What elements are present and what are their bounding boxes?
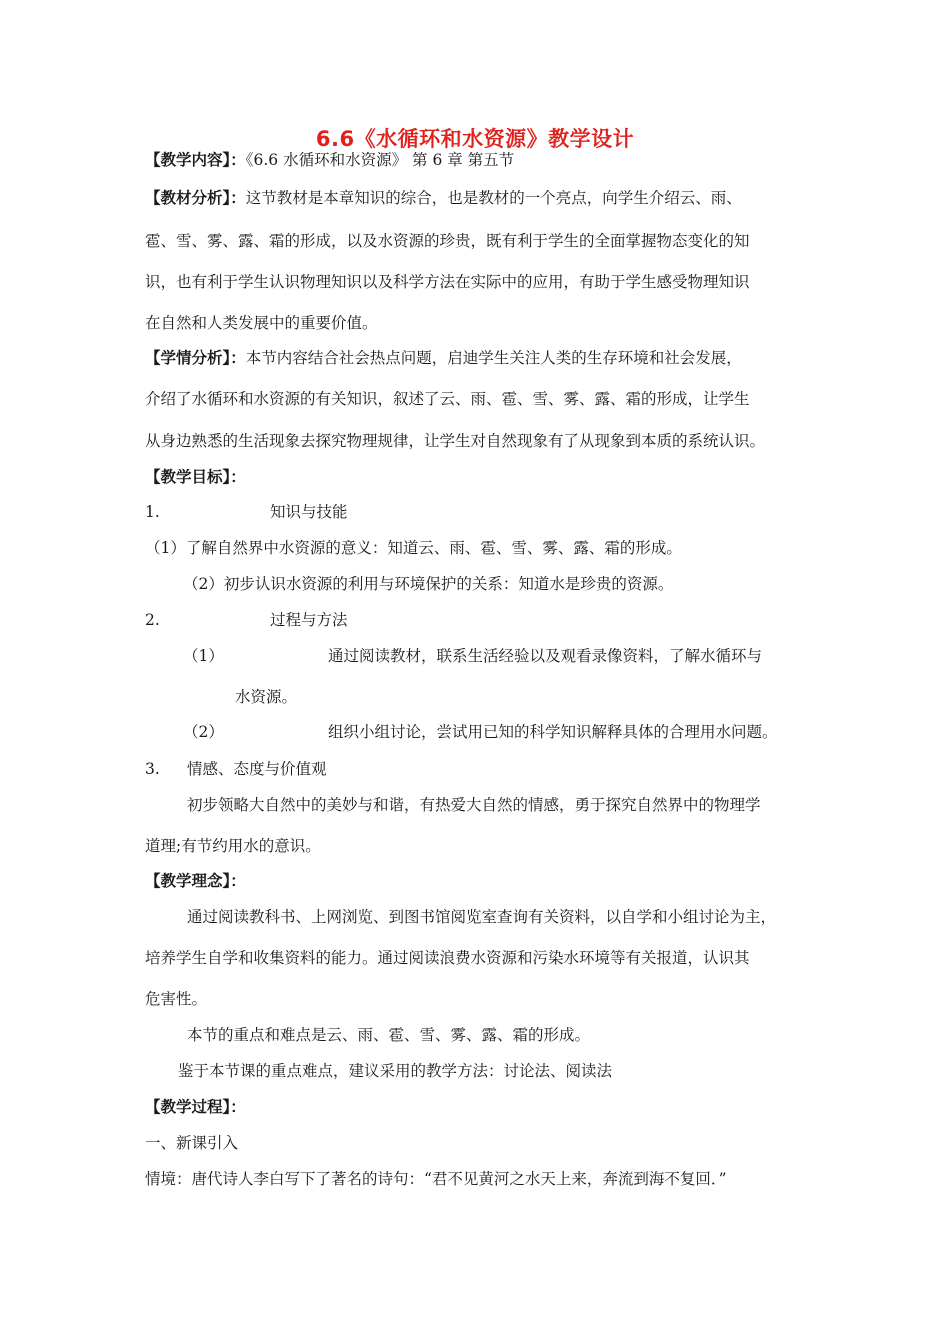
goal-3-line-1: 初步领略大自然中的美妙与和谐，有热爱大自然的情感，勇于探究自然界中的物理学 [187,796,761,814]
goal-1-item-2: （2）初步认识水资源的利用与环境保护的关系：知道水是珍贵的资源。 [183,575,674,593]
students-line-1 [145,348,742,368]
analysis-text-1: 这节教材是本章知识的综合，也是教材的一个亮点，向学生介绍云、雨、 [245,189,742,207]
philosophy-para-1-line-2: 培养学生自学和收集资料的能力。通过阅读浪费水资源和污染水环境等有关报道，认识其 [145,949,750,967]
analysis-label: 【教材分析】： [145,189,246,207]
philosophy-para-2: 本节的重点和难点是云、雨、雹、雪、雾、露、霜的形成。 [187,1026,591,1044]
goal-1-number: 1. [145,503,160,521]
philosophy-para-1-line-3: 危害性。 [145,990,208,1008]
goals-label: 【教学目标】： [145,468,246,486]
process-label: 【教学过程】： [145,1098,246,1116]
content-line [145,150,514,170]
goal-2-item-1: 通过阅读教材，联系生活经验以及观看录像资料，了解水循环与 [328,647,763,665]
goal-3-line-2: 道理;有节约用水的意识。 [145,837,321,855]
philosophy-para-3: 鉴于本节课的重点难点，建议采用的教学方法：讨论法、阅读法 [178,1062,613,1080]
philosophy-label: 【教学理念】： [145,872,246,890]
goal-2-item-2-number: （2） [183,723,224,741]
goal-2-item-2: 组织小组讨论，尝试用已知的科学知识解释具体的合理用水问题。 [328,723,778,741]
analysis-line-2: 雹、雪、雾、露、霜的形成，以及水资源的珍贵，既有利于学生的全面掌握物态变化的知 [145,232,750,250]
students-label: 【学情分析】： [145,349,246,367]
document-title: 6.6《水循环和水资源》教学设计 [315,127,635,151]
goal-2-title: 过程与方法 [270,611,348,629]
goal-1-item-1: （1）了解自然界中水资源的意义：知道云、雨、雹、雪、雾、露、霜的形成。 [145,539,682,557]
goal-2-item-1-number: （1） [183,647,224,665]
content-label: 【教学内容】： [145,151,246,169]
process-scene: 情境：唐代诗人李白写下了著名的诗句：“君不见黄河之水天上来，奔流到海不复回．” [145,1170,727,1188]
students-line-3: 从身边熟悉的生活现象去探究物理规律，让学生对自然现象有了从现象到本质的系统认识。 [145,432,766,450]
analysis-line-3: 识，也有利于学生认识物理知识以及科学方法在实际中的应用，有助于学生感受物理知识 [145,273,750,291]
goal-3-number: 3. [145,760,160,778]
goal-1-title: 知识与技能 [270,503,348,521]
goal-3-title: 情感、态度与价值观 [187,760,327,778]
goal-2-number: 2. [145,611,160,629]
analysis-line-4: 在自然和人类发展中的重要价值。 [145,314,378,332]
content-text: 《6.6 水循环和水资源》 第 6 章 第五节 [245,151,515,169]
students-line-2: 介绍了水循环和水资源的有关知识，叙述了云、雨、雹、雪、雾、露、霜的形成，让学生 [145,390,750,408]
goal-2-item-1-cont: 水资源。 [235,688,298,706]
students-text-1: 本节内容结合社会热点问题，启迪学生关注人类的生存环境和社会发展， [245,349,742,367]
analysis-line-1 [145,188,742,208]
process-step-1: 一、新课引入 [145,1134,239,1152]
philosophy-para-1-line-1: 通过阅读教科书、上网浏览、到图书馆阅览室查询有关资料，以自学和小组讨论为主， [187,908,777,926]
